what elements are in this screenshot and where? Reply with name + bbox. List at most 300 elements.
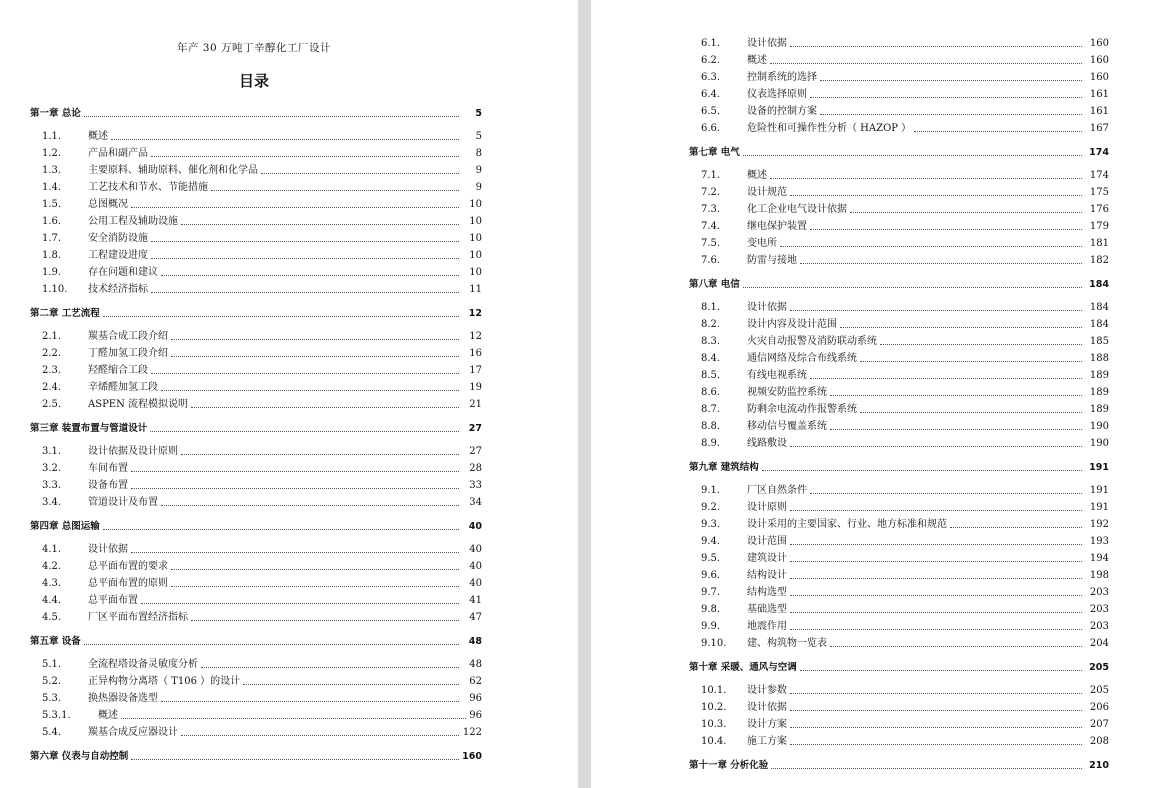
toc-section-entry[interactable] [689,435,1109,450]
toc-entry-title: 设计参数 [747,685,787,696]
toc-entry-number: 8.4. [701,353,721,364]
toc-entry-page: 174 [1089,170,1109,181]
toc-entry-title: 总平面布置的原则 [88,578,168,589]
toc-entry-title: 第九章 建筑结构 [689,462,759,473]
toc-entry-title: 存在问题和建议 [88,267,158,278]
toc-section-entry[interactable] [30,213,482,228]
toc-entry-title: 第五章 设备 [30,636,81,647]
toc-entry-number: 7.2. [701,187,721,198]
toc-entry-number: 3.3. [42,480,62,491]
toc-entry-page: 40 [468,521,482,532]
toc-section-entry[interactable] [689,584,1109,599]
toc-entry-page: 210 [1089,760,1109,771]
toc-entry-page: 161 [1089,106,1109,117]
toc-entry-number: 4.5. [42,612,62,623]
toc-entry-page: 10 [469,267,482,278]
toc-entry-number: 1.2. [42,148,62,159]
toc-entry-title: 设计内容及设计范围 [747,319,837,330]
toc-dot-leader [771,768,1082,769]
toc-entry-number: 1.6. [42,216,62,227]
toc-entry-number: 5.1. [42,659,62,670]
toc-dot-leader [151,241,459,242]
toc-dot-leader [914,131,1082,132]
toc-entry-title: 设计规范 [747,187,787,198]
toc-dot-leader [121,718,466,719]
toc-section-entry[interactable] [30,128,482,143]
toc-section-entry[interactable] [689,184,1109,199]
toc-dot-leader [191,620,459,621]
document-title: 年产 30 万吨丁辛醇化工厂设计 [176,42,332,54]
toc-section-entry[interactable] [689,418,1109,433]
toc-entry-number: 10.2. [701,702,727,713]
toc-dot-leader [211,190,459,191]
toc-entry-title: 厂区自然条件 [747,485,807,496]
toc-chapter-entry[interactable] [689,757,1109,772]
toc-chapter-entry[interactable] [689,276,1109,291]
toc-entry-title: 安全消防设施 [88,233,148,244]
toc-entry-page: 122 [462,727,482,738]
toc-entry-page: 40 [469,578,482,589]
toc-entry-number: 9.6. [701,570,721,581]
toc-dot-leader [790,693,1082,694]
toc-section-entry[interactable] [30,345,482,360]
toc-section-entry[interactable] [689,682,1109,697]
toc-section-entry[interactable] [30,328,482,343]
toc-entry-title: 辛烯醛加氢工段 [88,382,158,393]
toc-chapter-entry[interactable] [689,144,1109,159]
toc-dot-leader [141,603,459,604]
toc-section-entry[interactable] [689,201,1109,216]
toc-dot-leader [84,116,459,117]
toc-entry-page: 9 [475,165,482,176]
toc-entry-number: 4.1. [42,544,62,555]
toc-entry-page: 62 [469,676,482,687]
toc-section-entry[interactable] [689,733,1109,748]
toc-section-entry[interactable] [30,558,482,573]
toc-entry-title: ASPEN 流程模拟说明 [88,399,189,410]
toc-entry-page: 48 [468,636,482,647]
toc-entry-title: 线路敷设 [747,438,787,449]
toc-entry-title: 设计依据 [747,302,787,313]
toc-entry-title: 设计范围 [747,536,787,547]
toc-entry-page: 160 [1089,38,1109,49]
toc-entry-page: 16 [469,348,482,359]
toc-entry-title: 概述 [747,55,767,66]
toc-dot-leader [171,569,459,570]
toc-entry-title: 羟醛缩合工段 [88,365,148,376]
toc-entry-page: 189 [1089,370,1109,381]
toc-entry-title: 有线电视系统 [747,370,807,381]
toc-entry-page: 40 [469,561,482,572]
toc-dot-leader [151,258,459,259]
toc-entry-title: 概述 [88,131,108,142]
toc-entry-title: 设计依据 [747,702,787,713]
toc-entry-title: 第六章 仪表与自动控制 [30,751,129,762]
toc-dot-leader [810,229,1082,230]
toc-entry-number: 2.4. [42,382,62,393]
toc-entry-number: 8.3. [701,336,721,347]
toc-dot-leader [84,644,459,645]
toc-entry-page: 193 [1089,536,1109,547]
toc-entry-number: 8.9. [701,438,721,449]
toc-entry-page: 11 [469,284,482,295]
toc-section-entry[interactable] [689,299,1109,314]
toc-entry-page: 203 [1089,587,1109,598]
toc-chapter-entry[interactable] [30,105,482,120]
toc-section-entry[interactable] [689,635,1109,650]
toc-dot-leader [161,701,459,702]
toc-entry-page: 19 [469,382,482,393]
toc-dot-leader [790,595,1082,596]
toc-entry-title: 设备布置 [88,480,128,491]
toc-entry-page: 9 [475,182,482,193]
toc-entry-page: 206 [1089,702,1109,713]
toc-section-entry[interactable] [30,230,482,245]
toc-entry-page: 181 [1089,238,1109,249]
toc-dot-leader [111,139,459,140]
toc-section-entry[interactable] [30,724,482,739]
toc-dot-leader [790,510,1082,511]
toc-dot-leader [790,561,1082,562]
toc-chapter-entry[interactable] [30,420,482,435]
toc-section-entry[interactable] [689,350,1109,365]
toc-entry-title: 第二章 工艺流程 [30,308,100,319]
toc-entry-title: 设计依据及设计原则 [88,446,178,457]
toc-entry-page: 205 [1089,662,1109,673]
toc-entry-number: 6.1. [701,38,721,49]
toc-section-entry[interactable] [689,333,1109,348]
toc-entry-title: 移动信号覆盖系统 [747,421,827,432]
toc-entry-title: 公用工程及辅助设施 [88,216,178,227]
toc-entry-number: 8.2. [701,319,721,330]
toc-dot-leader [790,46,1082,47]
toc-entry-title: 第八章 电信 [689,279,740,290]
toc-entry-number: 6.2. [701,55,721,66]
toc-entry-title: 设备的控制方案 [747,106,817,117]
toc-dot-leader [103,316,459,317]
toc-entry-page: 160 [1089,55,1109,66]
toc-section-entry[interactable] [30,281,482,296]
toc-entry-page: 160 [462,751,482,762]
toc-dot-leader [181,735,459,736]
toc-section-entry[interactable] [689,86,1109,101]
toc-section-entry[interactable] [689,482,1109,497]
toc-section-entry[interactable] [30,179,482,194]
toc-entry-number: 4.3. [42,578,62,589]
toc-dot-leader [800,263,1082,264]
toc-dot-leader [830,395,1082,396]
toc-entry-page: 204 [1089,638,1109,649]
toc-entry-number: 5.4. [42,727,62,738]
toc-chapter-entry[interactable] [30,633,482,648]
page-gap [578,0,591,788]
toc-entry-page: 207 [1089,719,1109,730]
toc-entry-title: 控制系统的选择 [747,72,817,83]
toc-section-entry[interactable] [689,218,1109,233]
toc-entry-page: 191 [1089,502,1109,513]
toc-entry-title: 主要原料、辅助原料、催化剂和化学品 [88,165,258,176]
toc-section-entry[interactable] [30,656,482,671]
toc-section-entry[interactable] [689,52,1109,67]
toc-section-entry[interactable] [689,69,1109,84]
toc-entry-title: 正异构物分离塔（ T106 ）的设计 [88,676,241,687]
toc-entry-page: 191 [1089,462,1109,473]
toc-entry-number: 1.3. [42,165,62,176]
toc-section-entry[interactable] [689,384,1109,399]
toc-entry-page: 205 [1089,685,1109,696]
toc-entry-title: 全流程塔设备灵敏度分析 [88,659,198,670]
toc-entry-page: 175 [1089,187,1109,198]
toc-section-entry[interactable] [30,673,482,688]
toc-section-entry[interactable] [30,494,482,509]
toc-section-entry[interactable] [30,592,482,607]
toc-entry-number: 9.2. [701,502,721,513]
toc-section-entry[interactable] [30,707,482,722]
toc-section-entry[interactable] [30,379,482,394]
toc-entry-title: 火灾自动报警及消防联动系统 [747,336,877,347]
toc-section-entry[interactable] [30,609,482,624]
toc-entry-title: 第四章 总图运输 [30,521,100,532]
toc-entry-page: 40 [469,544,482,555]
toc-dot-leader [181,224,459,225]
toc-entry-page: 192 [1089,519,1109,530]
toc-entry-page: 27 [469,446,482,457]
toc-entry-number: 7.5. [701,238,721,249]
toc-section-entry[interactable] [689,499,1109,514]
toc-entry-number: 2.3. [42,365,62,376]
toc-entry-page: 12 [469,331,482,342]
toc-entry-number: 10.1. [701,685,727,696]
toc-entry-title: 结构设计 [747,570,787,581]
toc-entry-page: 96 [469,710,482,721]
toc-entry-title: 总平面布置的要求 [88,561,168,572]
toc-entry-page: 208 [1089,736,1109,747]
toc-section-entry[interactable] [30,460,482,475]
toc-section-entry[interactable] [689,601,1109,616]
toc-dot-leader [171,356,459,357]
toc-entry-page: 47 [469,612,482,623]
toc-entry-page: 176 [1089,204,1109,215]
toc-section-entry[interactable] [689,516,1109,531]
toc-dot-leader [770,178,1082,179]
toc-entry-page: 27 [468,423,482,434]
toc-entry-number: 7.3. [701,204,721,215]
toc-section-entry[interactable] [30,264,482,279]
toc-entry-title: 建、构筑物一览表 [747,638,827,649]
toc-entry-page: 48 [469,659,482,670]
toc-dot-leader [151,156,459,157]
toc-chapter-entry[interactable] [30,518,482,533]
toc-section-entry[interactable] [689,120,1109,135]
toc-section-entry[interactable] [30,477,482,492]
toc-entry-title: 地震作用 [747,621,787,632]
toc-chapter-entry[interactable] [689,659,1109,674]
toc-entry-page: 184 [1089,279,1109,290]
toc-dot-leader [850,212,1082,213]
toc-section-entry[interactable] [689,699,1109,714]
toc-entry-page: 190 [1089,438,1109,449]
toc-entry-title: 第七章 电气 [689,147,740,158]
toc-dot-leader [151,373,459,374]
toc-dot-leader [790,612,1082,613]
toc-section-entry[interactable] [689,252,1109,267]
toc-entry-number: 9.5. [701,553,721,564]
toc-entry-page: 184 [1089,302,1109,313]
toc-dot-leader [762,470,1082,471]
toc-entry-number: 6.6. [701,123,721,134]
toc-entry-title: 第十章 采暖、通风与空调 [689,662,797,673]
toc-chapter-entry[interactable] [30,305,482,320]
toc-entry-page: 12 [468,308,482,319]
toc-dot-leader [860,412,1082,413]
toc-section-entry[interactable] [30,690,482,705]
toc-entry-number: 1.1. [42,131,62,142]
toc-entry-page: 191 [1089,485,1109,496]
toc-entry-page: 5 [475,108,482,119]
toc-entry-page: 182 [1089,255,1109,266]
toc-section-entry[interactable] [30,396,482,411]
toc-entry-number: 9.4. [701,536,721,547]
toc-section-entry[interactable] [30,362,482,377]
toc-section-entry[interactable] [30,443,482,458]
toc-section-entry[interactable] [30,541,482,556]
toc-dot-leader [830,429,1082,430]
toc-entry-page: 96 [469,693,482,704]
toc-entry-number: 8.6. [701,387,721,398]
toc-entry-page: 185 [1089,336,1109,347]
toc-dot-leader [790,446,1082,447]
toc-dot-leader [820,80,1082,81]
toc-entry-page: 21 [469,399,482,410]
toc-dot-leader [790,310,1082,311]
toc-entry-number: 8.1. [701,302,721,313]
toc-entry-page: 34 [469,497,482,508]
toc-section-entry[interactable] [30,145,482,160]
toc-entry-number: 1.4. [42,182,62,193]
toc-entry-title: 概述 [747,170,767,181]
right-page [591,0,1158,788]
toc-entry-page: 17 [469,365,482,376]
toc-entry-title: 设计依据 [747,38,787,49]
toc-entry-number: 10.4. [701,736,727,747]
toc-dot-leader [103,529,459,530]
toc-entry-title: 结构选型 [747,587,787,598]
toc-dot-leader [810,493,1082,494]
toc-dot-leader [131,759,459,760]
toc-section-entry[interactable] [689,401,1109,416]
toc-entry-number: 5.3. [42,693,62,704]
toc-section-entry[interactable] [689,167,1109,182]
toc-entry-title: 通信网络及综合布线系统 [747,353,857,364]
toc-entry-number: 7.4. [701,221,721,232]
toc-dot-leader [770,63,1082,64]
toc-dot-leader [860,361,1082,362]
toc-dot-leader [790,195,1082,196]
toc-section-entry[interactable] [689,316,1109,331]
toc-entry-number: 4.2. [42,561,62,572]
toc-dot-leader [743,287,1082,288]
toc-chapter-entry[interactable] [689,459,1109,474]
toc-section-entry[interactable] [689,533,1109,548]
toc-entry-title: 总平面布置 [88,595,138,606]
toc-chapter-entry[interactable] [30,748,482,763]
toc-dot-leader [840,327,1082,328]
toc-section-entry[interactable] [30,247,482,262]
toc-entry-title: 变电所 [747,238,777,249]
toc-dot-leader [131,471,459,472]
toc-entry-title: 化工企业电气设计依据 [747,204,847,215]
toc-section-entry[interactable] [689,367,1109,382]
toc-entry-number: 4.4. [42,595,62,606]
toc-dot-leader [191,407,459,408]
toc-dot-leader [790,744,1082,745]
toc-entry-title: 防剩余电流动作报警系统 [747,404,857,415]
toc-entry-title: 羰基合成工段介绍 [88,331,168,342]
toc-section-entry[interactable] [30,575,482,590]
toc-section-entry[interactable] [30,196,482,211]
toc-section-entry[interactable] [689,550,1109,565]
toc-entry-number: 2.5. [42,399,62,410]
toc-entry-title: 防雷与接地 [747,255,797,266]
toc-dot-leader [743,155,1082,156]
toc-entry-title: 施工方案 [747,736,787,747]
toc-dot-leader [261,173,459,174]
toc-section-entry[interactable] [689,103,1109,118]
toc-entry-page: 5 [475,131,482,142]
toc-entry-page: 41 [469,595,482,606]
toc-dot-leader [810,378,1082,379]
toc-entry-number: 9.7. [701,587,721,598]
toc-entry-title: 技术经济指标 [88,284,148,295]
left-page [0,0,578,788]
toc-entry-number: 3.1. [42,446,62,457]
toc-entry-title: 丁醛加氢工段介绍 [88,348,168,359]
toc-entry-number: 9.3. [701,519,721,530]
toc-entry-title: 换热器设备选型 [88,693,158,704]
toc-entry-number: 3.4. [42,497,62,508]
toc-dot-leader [780,246,1082,247]
toc-entry-page: 33 [469,480,482,491]
toc-entry-title: 产品和副产品 [88,148,148,159]
toc-section-entry[interactable] [689,716,1109,731]
toc-dot-leader [151,292,459,293]
toc-dot-leader [790,578,1082,579]
toc-dot-leader [950,527,1082,528]
toc-entry-title: 羰基合成反应器设计 [88,727,178,738]
toc-entry-page: 188 [1089,353,1109,364]
toc-entry-page: 8 [475,148,482,159]
toc-dot-leader [181,454,459,455]
toc-entry-number: 6.5. [701,106,721,117]
toc-entry-page: 28 [469,463,482,474]
toc-entry-title: 继电保护装置 [747,221,807,232]
toc-entry-page: 10 [469,233,482,244]
toc-entry-title: 仪表选择原则 [747,89,807,100]
toc-section-entry[interactable] [689,35,1109,50]
toc-section-entry[interactable] [30,162,482,177]
toc-dot-leader [131,488,459,489]
toc-section-entry[interactable] [689,235,1109,250]
toc-section-entry[interactable] [689,618,1109,633]
toc-entry-title: 车间布置 [88,463,128,474]
toc-section-entry[interactable] [689,567,1109,582]
toc-dot-leader [790,727,1082,728]
toc-entry-number: 1.9. [42,267,62,278]
toc-dot-leader [150,431,459,432]
toc-entry-page: 189 [1089,387,1109,398]
toc-entry-number: 1.5. [42,199,62,210]
toc-entry-title: 第十一章 分析化验 [689,760,769,771]
